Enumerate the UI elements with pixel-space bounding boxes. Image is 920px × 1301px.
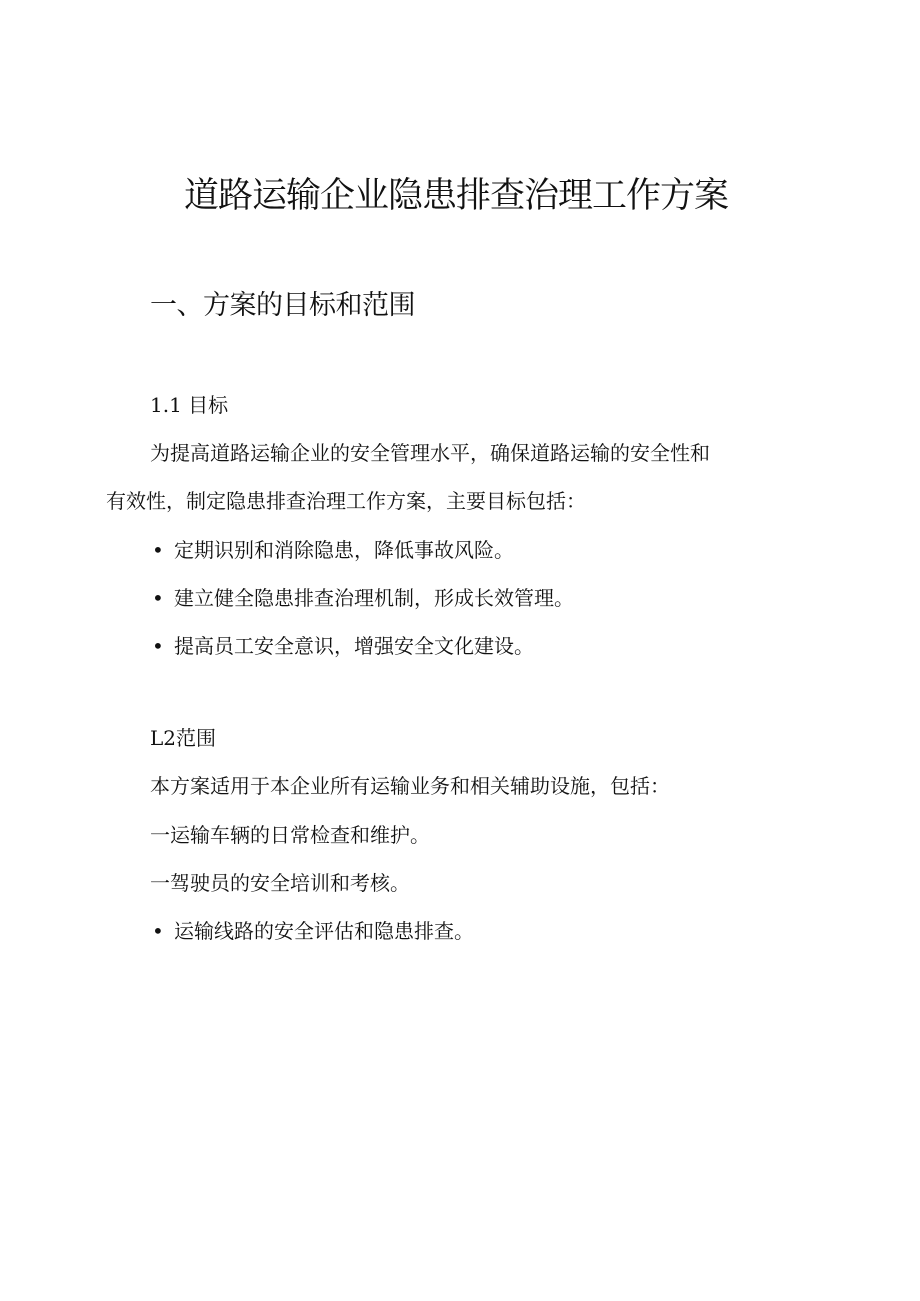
bullet-icon: • [152, 919, 164, 943]
bullet-icon: • [152, 538, 164, 562]
scope-intro-paragraph: 本方案适用于本企业所有运输业务和相关辅助设施，包括： [150, 774, 670, 798]
goals-paragraph-line-2: 有效性，制定隐患排查治理工作方案，主要目标包括： [106, 489, 586, 513]
goal-bullet-text: 提高员工安全意识，增强安全文化建设。 [174, 634, 534, 658]
bullet-icon: • [152, 586, 164, 610]
goal-bullet-item [152, 535, 514, 565]
section-heading-goals-scope: 一、方案的目标和范围 [150, 290, 415, 321]
goal-bullet-item [152, 583, 574, 613]
document-title: 道路运输企业隐患排查治理工作方案 [183, 176, 728, 216]
subsection-heading-goals: 1.1 目标 [150, 393, 229, 417]
bullet-icon: • [152, 634, 164, 658]
scope-list-item: 一运输车辆的日常检查和维护。 [150, 823, 430, 847]
goal-bullet-text: 建立健全隐患排查治理机制，形成长效管理。 [174, 586, 574, 610]
goal-bullet-item [152, 631, 534, 661]
scope-bullet-text: 运输线路的安全评估和隐患排查。 [174, 919, 474, 943]
goal-bullet-text: 定期识别和消除隐患，降低事故风险。 [174, 538, 514, 562]
scope-bullet-item [152, 916, 474, 946]
subsection-heading-scope: L2范围 [150, 726, 217, 750]
goals-paragraph-line-1: 为提高道路运输企业的安全管理水平，确保道路运输的安全性和 [150, 441, 710, 465]
scope-list-item: 一驾驶员的安全培训和考核。 [150, 871, 410, 895]
